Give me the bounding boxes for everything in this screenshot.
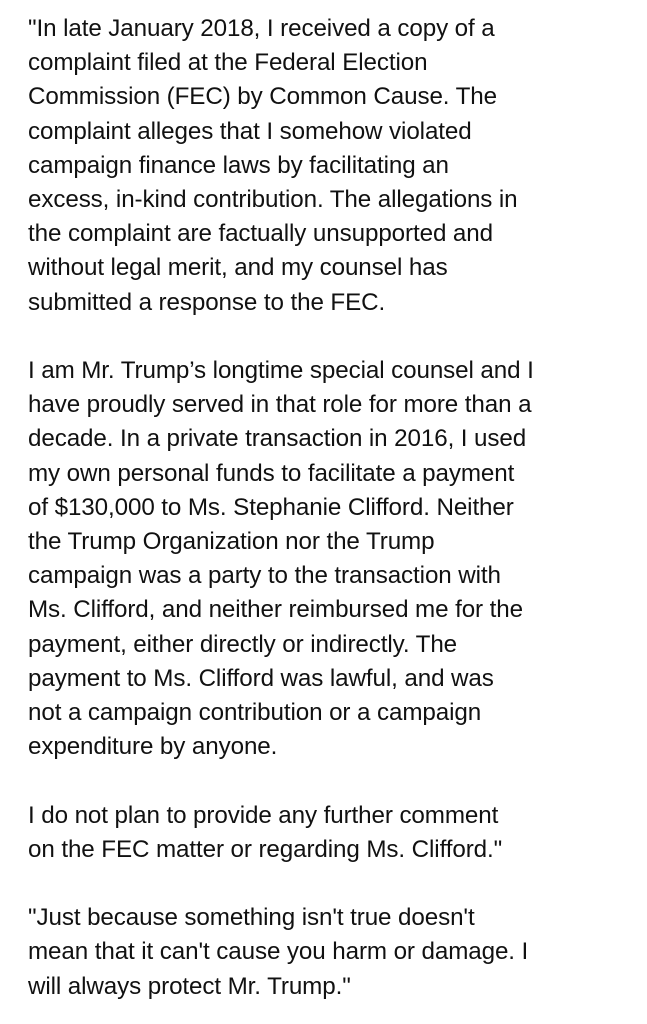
paragraph-protect-quote: "Just because something isn't true doesn't mean that it can't cause you harm or damage. I will always protect Mr. Trump." [28,904,529,1000]
paragraph-no-further-comment: I do not plan to provide any further comment on the FEC matter or regarding Ms. Clifford." [28,801,503,863]
paragraph-fec-complaint: "In late January 2018, I received a copy of a complaint filed at the Federal Election Commission (FEC) by Common Cause. The complaint alleges that I somehow violated campaign finance laws by facilitating an excess, in-kind contribution. The allegations in the complaint are factually unsupported and without legal merit, and my counsel has submitted a response to the FEC. [28,15,518,316]
statement-text [28,12,638,1004]
paragraph-payment-details: I am Mr. Trump’s longtime special counsel and I have proudly served in that role for more than a decade. In a private transaction in 2016, I used my own personal funds to facilitate a payment of $130,000 to Ms. Stephanie Clifford. Neither the Trump Organization nor the Trump campaign was a party to the transaction with Ms. Clifford, and neither reimbursed me for the payment, either directly or indirectly. The payment to Ms. Clifford was lawful, and was not a campaign contribution or a campaign expenditure by anyone. [28,357,534,761]
